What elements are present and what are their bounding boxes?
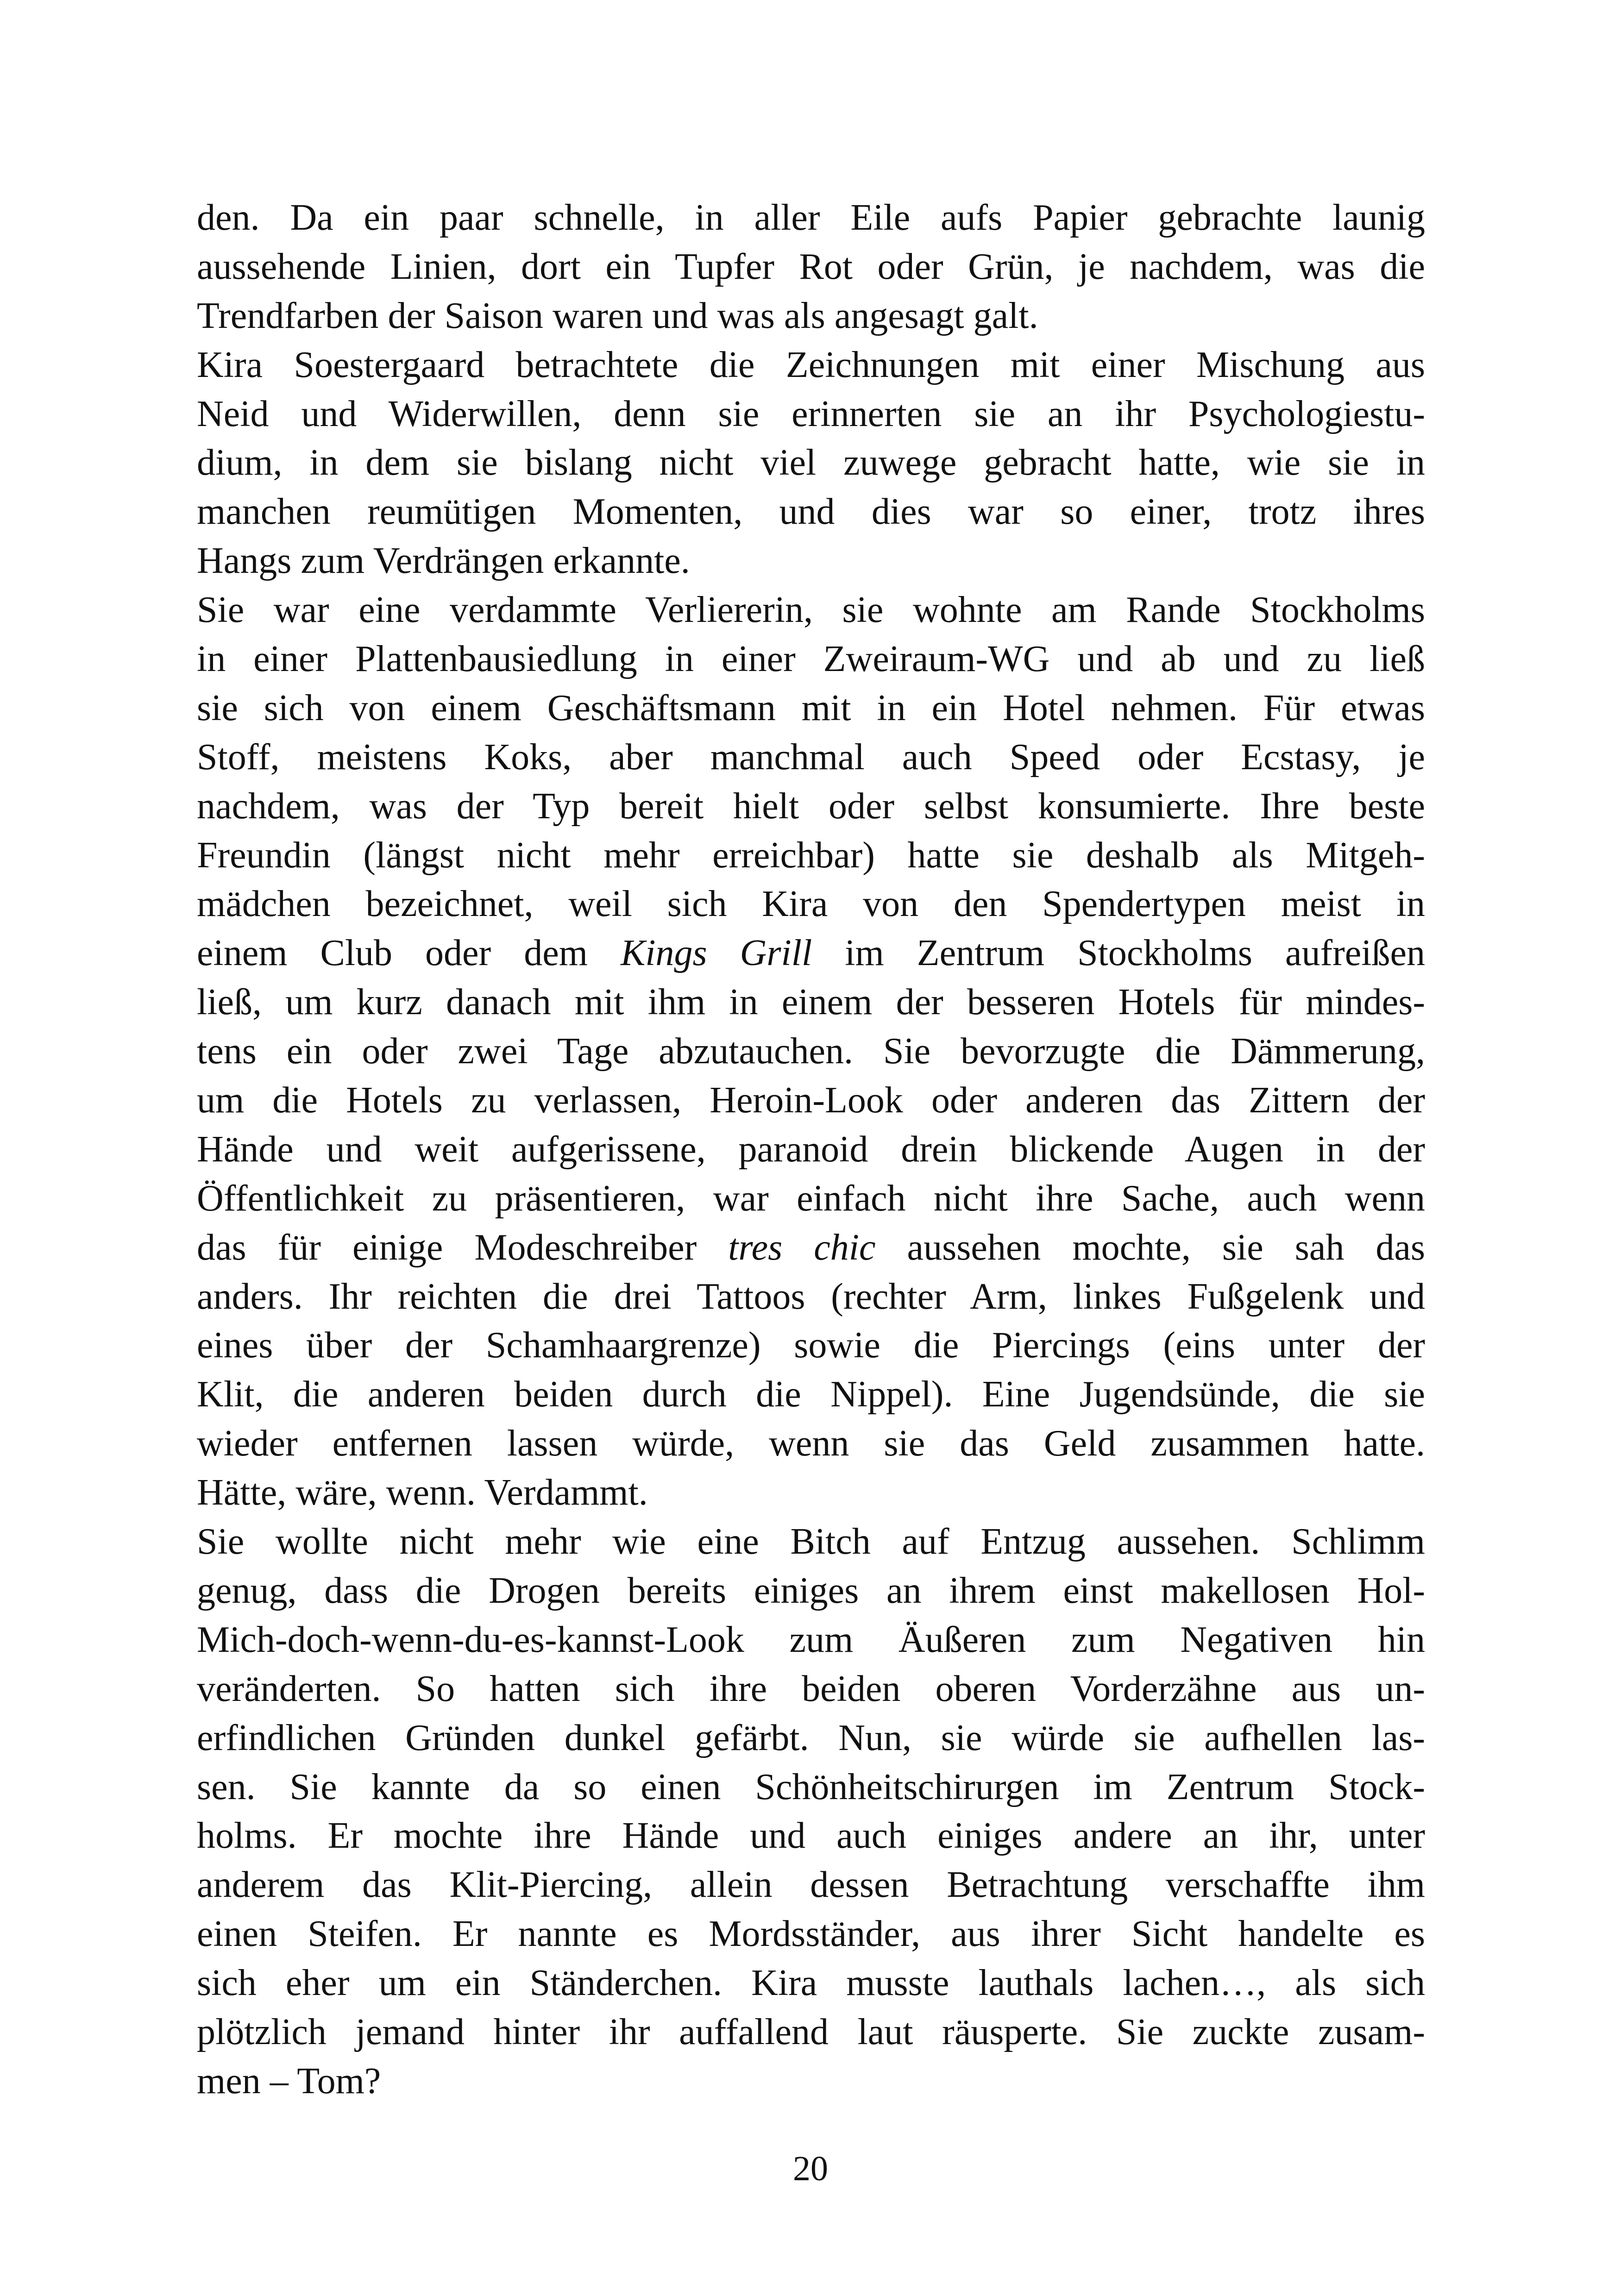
text-segment: den. Da ein paar schnelle, in aller Eile aufs Papier gebrachte launig — [197, 197, 1425, 238]
text-line — [197, 1027, 1425, 1076]
text-segment: aussehende Linien, dort ein Tupfer Rot oder Grün, je nachdem, was die — [197, 246, 1425, 287]
text-line — [197, 194, 1425, 243]
text-segment: men – Tom? — [197, 2060, 381, 2102]
text-line — [197, 1567, 1425, 1616]
text-segment: Neid und Widerwillen, denn sie erinnerten sie an ihr Psychologiestu- — [197, 393, 1425, 434]
text-line — [197, 1910, 1425, 1959]
text-line — [197, 586, 1425, 635]
text-segment: ließ, um kurz danach mit ihm in einem der besseren Hotels für mindes- — [197, 982, 1425, 1023]
text-segment: das für einige Modeschreiber — [197, 1227, 729, 1268]
text-line — [197, 1812, 1425, 1861]
italic-text: tres chic — [728, 1227, 876, 1268]
text-segment: aussehen mochte, sie sah das — [875, 1227, 1426, 1268]
text-line — [197, 1959, 1425, 2008]
text-segment: holms. Er mochte ihre Hände und auch einiges andere an ihr, unter — [197, 1815, 1425, 1857]
text-segment: Kira Soestergaard betrachtete die Zeichnungen mit einer Mischung aus — [197, 344, 1425, 385]
text-line — [197, 1174, 1425, 1223]
text-line — [197, 1861, 1425, 1910]
text-line — [197, 537, 1425, 586]
text-segment: dium, in dem sie bislang nicht viel zuwege gebracht hatte, wie sie in — [197, 442, 1425, 483]
text-segment: einem Club oder dem — [197, 933, 621, 974]
text-line — [197, 1125, 1425, 1174]
text-line — [197, 1616, 1425, 1665]
text-line — [197, 1273, 1425, 1322]
text-line — [197, 684, 1425, 733]
text-segment: genug, dass die Drogen bereits einiges an ihrem einst makellosen Hol- — [197, 1570, 1425, 1611]
text-segment: einen Steifen. Er nannte es Mordsständer, aus ihrer Sicht handelte es — [197, 1913, 1425, 1955]
text-segment: plötzlich jemand hinter ihr auffallend laut räusperte. Sie zuckte zusam- — [197, 2011, 1425, 2052]
text-segment: Sie war eine verdammte Verliererin, sie wohnte am Rande Stockholms — [197, 590, 1425, 631]
text-segment: wieder entfernen lassen würde, wenn sie das Geld zusammen hatte. — [197, 1423, 1425, 1464]
text-segment: Sie wollte nicht mehr wie eine Bitch auf Entzug aussehen. Schlimm — [197, 1521, 1425, 1562]
text-segment: mädchen bezeichnet, weil sich Kira von den Spendertypen meist in — [197, 884, 1425, 925]
text-line — [197, 243, 1425, 292]
text-segment: Hände und weit aufgerissene, paranoid drein blickende Augen in der — [197, 1129, 1425, 1170]
text-line — [197, 2008, 1425, 2057]
text-line — [197, 292, 1425, 341]
text-line — [197, 1370, 1425, 1419]
text-segment: erfindlichen Gründen dunkel gefärbt. Nun, sie würde sie aufhellen las- — [197, 1717, 1425, 1758]
text-segment: tens ein oder zwei Tage abzutauchen. Sie bevorzugte die Dämmerung, — [197, 1031, 1425, 1072]
text-line — [197, 1223, 1425, 1273]
text-line — [197, 1763, 1425, 1812]
text-segment: um die Hotels zu verlassen, Heroin-Look oder anderen das Zittern der — [197, 1080, 1425, 1121]
text-segment: im Zentrum Stockholms aufreißen — [812, 933, 1426, 974]
text-segment: anderem das Klit-Piercing, allein dessen Betrachtung verschaffte ihm — [197, 1864, 1425, 1906]
text-line — [197, 1076, 1425, 1125]
text-segment: Stoff, meistens Koks, aber manchmal auch Speed oder Ecstasy, je — [197, 736, 1425, 778]
text-line — [197, 1714, 1425, 1763]
text-line — [197, 439, 1425, 488]
text-segment: veränderten. So hatten sich ihre beiden oberen Vorderzähne aus un- — [197, 1668, 1425, 1709]
text-line — [197, 390, 1425, 439]
page-number: 20 — [793, 2149, 828, 2188]
text-segment: sich eher um ein Ständerchen. Kira musste lauthals lachen…, als sich — [197, 1963, 1425, 2004]
text-line — [197, 1518, 1425, 1567]
text-segment: Hangs zum Verdrängen erkannte. — [197, 540, 690, 582]
text-segment: Klit, die anderen beiden durch die Nippel). Eine Jugendsünde, die sie — [197, 1374, 1425, 1415]
text-segment: Öffentlichkeit zu präsentieren, war einfach nicht ihre Sache, auch wenn — [197, 1178, 1425, 1219]
text-line — [197, 341, 1425, 390]
text-line — [197, 2057, 1425, 2106]
text-line — [197, 1468, 1425, 1518]
text-segment: Hätte, wäre, wenn. Verdammt. — [197, 1472, 648, 1513]
body-text — [197, 194, 1425, 2106]
text-segment: Trendfarben der Saison waren und was als angesagt galt. — [197, 295, 1038, 336]
text-line — [197, 1419, 1425, 1468]
text-line — [197, 1321, 1425, 1370]
text-line — [197, 978, 1425, 1027]
text-line — [197, 635, 1425, 684]
text-line — [197, 929, 1425, 978]
text-segment: sen. Sie kannte da so einen Schönheitschirurgen im Zentrum Stock- — [197, 1766, 1425, 1807]
text-segment: nachdem, was der Typ bereit hielt oder selbst konsumierte. Ihre beste — [197, 785, 1425, 827]
text-segment: sie sich von einem Geschäftsmann mit in ein Hotel nehmen. Für etwas — [197, 687, 1425, 728]
text-line — [197, 488, 1425, 537]
text-line — [197, 880, 1425, 929]
italic-text: Kings Grill — [620, 933, 812, 974]
text-segment: eines über der Schamhaargrenze) sowie die Piercings (eins unter der — [197, 1325, 1425, 1366]
text-segment: Freundin (längst nicht mehr erreichbar) hatte sie deshalb als Mitgeh- — [197, 834, 1425, 876]
text-segment: anders. Ihr reichten die drei Tattoos (rechter Arm, linkes Fußgelenk und — [197, 1276, 1425, 1317]
text-segment: Mich-doch-wenn-du-es-kannst-Look zum Äußeren zum Negativen hin — [197, 1619, 1425, 1660]
text-line — [197, 733, 1425, 782]
text-segment: in einer Plattenbausiedlung in einer Zweiraum-WG und ab und zu ließ — [197, 639, 1425, 680]
text-line — [197, 782, 1425, 831]
text-line — [197, 831, 1425, 880]
text-line — [197, 1665, 1425, 1714]
text-segment: manchen reumütigen Momenten, und dies war so einer, trotz ihres — [197, 491, 1425, 533]
